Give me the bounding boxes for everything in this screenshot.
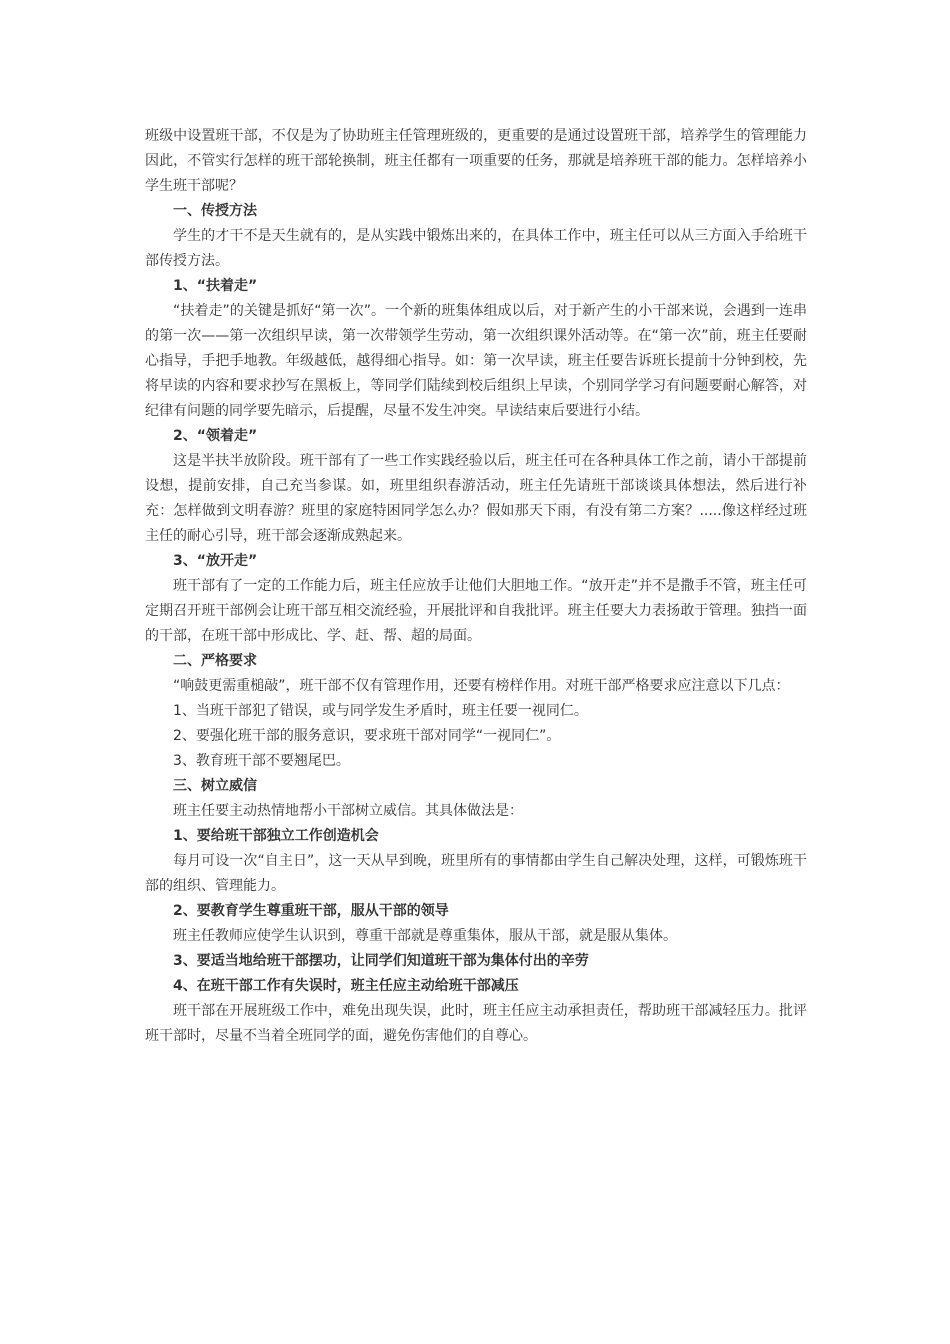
subheading: 2、要教育学生尊重班干部，服从干部的领导: [173, 903, 449, 919]
intro-paragraph: 班级中设置班干部，不仅是为了协助班主任管理班级的，更重要的是通过设置班干部，培养学生的管理能力因此，不管实行怎样的班干部轮换制，班主任都有一项重要的任务，那就是培养班干部的能力。怎样培养小学生班干部呢？: [145, 128, 807, 194]
paragraph: 这是半扶半放阶段。班干部有了一些工作实践经验以后，班主任可在各种具体工作之前，请小干部提前设想，提前安排，自己充当参谋。如，班里组织春游活动，班主任先请班干部谈谈具体想法，然后进行补充：怎样做到文明春游？班里的家庭特困同学怎么办？假如那天下雨，有没有第二方案？.....像这样经过班主任的耐心引导，班干部会逐渐成熟起来。: [145, 453, 807, 544]
list-item: 1、当班干部犯了错误，或与同学发生矛盾时，班主任要一视同仁。: [173, 703, 588, 719]
list-item: 2、要强化班干部的服务意识，要求班干部对同学“一视同仁”。: [173, 728, 561, 744]
section-heading-1: 一、传授方法: [173, 203, 257, 219]
paragraph: 班干部有了一定的工作能力后，班主任应放手让他们大胆地工作。“放开走”并不是撒手不管，班主任可定期召开班干部例会让班干部互相交流经验，开展批评和自我批评。班主任要大力表扬敢于管理。独挡一面的干部，在班干部中形成比、学、赶、帮、超的局面。: [145, 578, 807, 644]
subheading: 4、在班干部工作有失误时，班主任应主动给班干部减压: [173, 978, 519, 994]
subheading: 3、“放开走”: [173, 553, 258, 569]
paragraph: 班主任要主动热情地帮小干部树立威信。其具体做法是：: [173, 803, 523, 819]
paragraph: “响鼓更需重槌敲”，班干部不仅有管理作用，还要有榜样作用。对班干部严格要求应注意以下几点：: [173, 678, 790, 694]
paragraph: 班主任教师应使学生认识到，尊重干部就是尊重集体，服从干部，就是服从集体。: [173, 928, 677, 944]
paragraph: 学生的才干不是天生就有的，是从实践中锻炼出来的，在具体工作中，班主任可以从三方面入手给班干部传授方法。: [145, 228, 807, 269]
subheading: 1、要给班干部独立工作创造机会: [173, 828, 379, 844]
subheading: 2、“领着走”: [173, 428, 258, 444]
document-body: [145, 124, 807, 1049]
paragraph: “扶着走”的关键是抓好“第一次”。一个新的班集体组成以后，对于新产生的小干部来说，会遇到一连串的第一次——第一次组织早读，第一次带领学生劳动，第一次组织课外活动等。在“第一次”前，班主任要耐心指导，手把手地教。年级越低，越得细心指导。如：第一次早读，班主任要告诉班长提前十分钟到校，先将早读的内容和要求抄写在黑板上，等同学们陆续到校后组织上早读，个别同学学习有问题要耐心解答，对纪律有问题的同学要先暗示，后提醒，尽量不发生冲突。早读结束后要进行小结。: [145, 303, 807, 419]
paragraph: 班干部在开展班级工作中，难免出现失误，此时，班主任应主动承担责任，帮助班干部减轻压力。批评班干部时，尽量不当着全班同学的面，避免伤害他们的自尊心。: [145, 1003, 807, 1044]
subheading: 3、要适当地给班干部摆功，让同学们知道班干部为集体付出的辛劳: [173, 953, 589, 969]
section-heading-2: 二、严格要求: [173, 653, 257, 669]
list-item: 3、教育班干部不要翘尾巴。: [173, 753, 350, 769]
paragraph: 每月可设一次“自主日”，这一天从早到晚，班里所有的事情都由学生自己解决处理，这样，可锻炼班干部的组织、管理能力。: [145, 853, 807, 894]
section-heading-3: 三、树立威信: [173, 778, 257, 794]
subheading: 1、“扶着走”: [173, 278, 258, 294]
